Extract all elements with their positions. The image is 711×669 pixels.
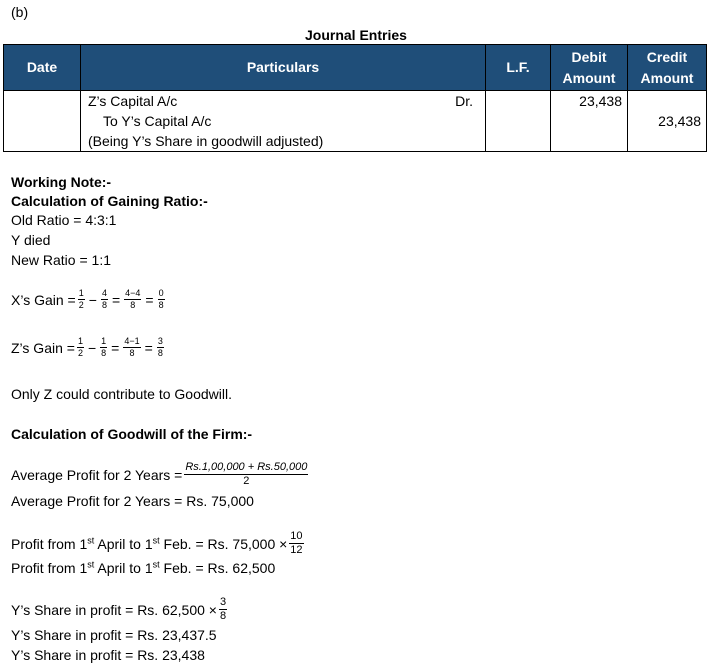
fraction: $\frac{Rs.1,00,000 + Rs.50,000}{2}$ xyxy=(185,461,308,487)
particulars-line2: To Y’s Capital A/c xyxy=(103,113,212,129)
part-label: (b) xyxy=(11,4,29,20)
cell-debit xyxy=(551,91,628,152)
dr-label: Dr. xyxy=(455,93,473,109)
only-z-note: Only Z could contribute to Goodwill. xyxy=(11,386,232,402)
fraction: $\frac{4-4}{8}$ xyxy=(125,288,141,310)
journal-table xyxy=(3,44,707,152)
new-ratio: New Ratio = 1:1 xyxy=(11,252,111,268)
fraction: $\frac{0}{8}$ xyxy=(158,288,164,310)
y-share-equation xyxy=(11,596,229,623)
particulars-line3: (Being Y’s Share in goodwill adjusted) xyxy=(88,133,324,149)
average-profit-label: Average Profit for 2 Years = xyxy=(11,466,183,483)
y-share-label: Y’s Share in profit = Rs. 62,500 × xyxy=(11,601,217,618)
old-ratio: Old Ratio = 4:3:1 xyxy=(11,212,117,228)
debit-amount: 23,438 xyxy=(579,93,622,109)
goodwill-heading: Calculation of Goodwill of the Firm:- xyxy=(11,426,253,442)
col-credit-line2: Amount xyxy=(640,69,694,86)
y-share-result-2: Y’s Share in profit = Rs. 23,438 xyxy=(11,647,205,663)
table-row xyxy=(4,91,707,152)
fraction: $\frac{3}{8}$ xyxy=(157,336,163,358)
profit-period-result: Profit from 1st April to 1st Feb. = Rs. 62,500 xyxy=(11,559,276,576)
profit-period-equation xyxy=(11,530,306,557)
x-gain-equation: X’s Gain = $\frac{1}{2}$ − $\frac{4}{8}$ = $\frac{4-4}{8}$ = $\frac{0}{8}$ xyxy=(11,288,164,310)
col-debit xyxy=(551,45,628,91)
credit-amount: 23,438 xyxy=(658,113,701,129)
col-debit-line2: Amount xyxy=(562,69,616,86)
fraction: $\frac{4}{8}$ xyxy=(101,288,107,310)
col-particulars: Particulars xyxy=(81,45,486,91)
col-credit xyxy=(628,45,707,91)
working-note-heading: Working Note:- xyxy=(11,174,112,190)
fraction: $\frac{10}{12}$ xyxy=(290,530,303,556)
col-lf: L.F. xyxy=(486,45,551,91)
cell-date xyxy=(4,91,81,152)
cell-particulars xyxy=(81,91,486,152)
table-header-row xyxy=(4,45,707,91)
cell-lf xyxy=(486,91,551,152)
gaining-ratio-heading: Calculation of Gaining Ratio:- xyxy=(11,193,208,209)
x-gain-label: X’s Gain = xyxy=(11,291,76,308)
col-credit-line1: Credit xyxy=(646,48,688,65)
fraction: $\frac{4-1}{8}$ xyxy=(124,336,140,358)
page-title: Journal Entries xyxy=(305,27,407,43)
z-gain-equation: Z’s Gain = $\frac{1}{2}$ − $\frac{1}{8}$ = $\frac{4-1}{8}$ = $\frac{3}{8}$ xyxy=(11,336,163,358)
col-date: Date xyxy=(4,45,81,91)
y-share-result-1: Y’s Share in profit = Rs. 23,437.5 xyxy=(11,627,217,643)
col-debit-line1: Debit xyxy=(571,48,607,65)
fraction: $\frac{3}{8}$ xyxy=(219,596,227,622)
average-profit-result: Average Profit for 2 Years = Rs. 75,000 xyxy=(11,493,254,509)
particulars-line1: Z’s Capital A/c xyxy=(88,93,178,109)
z-gain-label: Z’s Gain = xyxy=(11,339,75,356)
average-profit-equation xyxy=(11,461,310,488)
cell-credit xyxy=(628,91,707,152)
y-died: Y died xyxy=(11,232,51,248)
fraction: $\frac{1}{8}$ xyxy=(101,336,107,358)
profit-period-text: Profit from 1st April to 1st Feb. = Rs. 75,000 × xyxy=(11,534,288,552)
fraction: $\frac{1}{2}$ xyxy=(77,336,83,358)
fraction: $\frac{1}{2}$ xyxy=(78,288,84,310)
